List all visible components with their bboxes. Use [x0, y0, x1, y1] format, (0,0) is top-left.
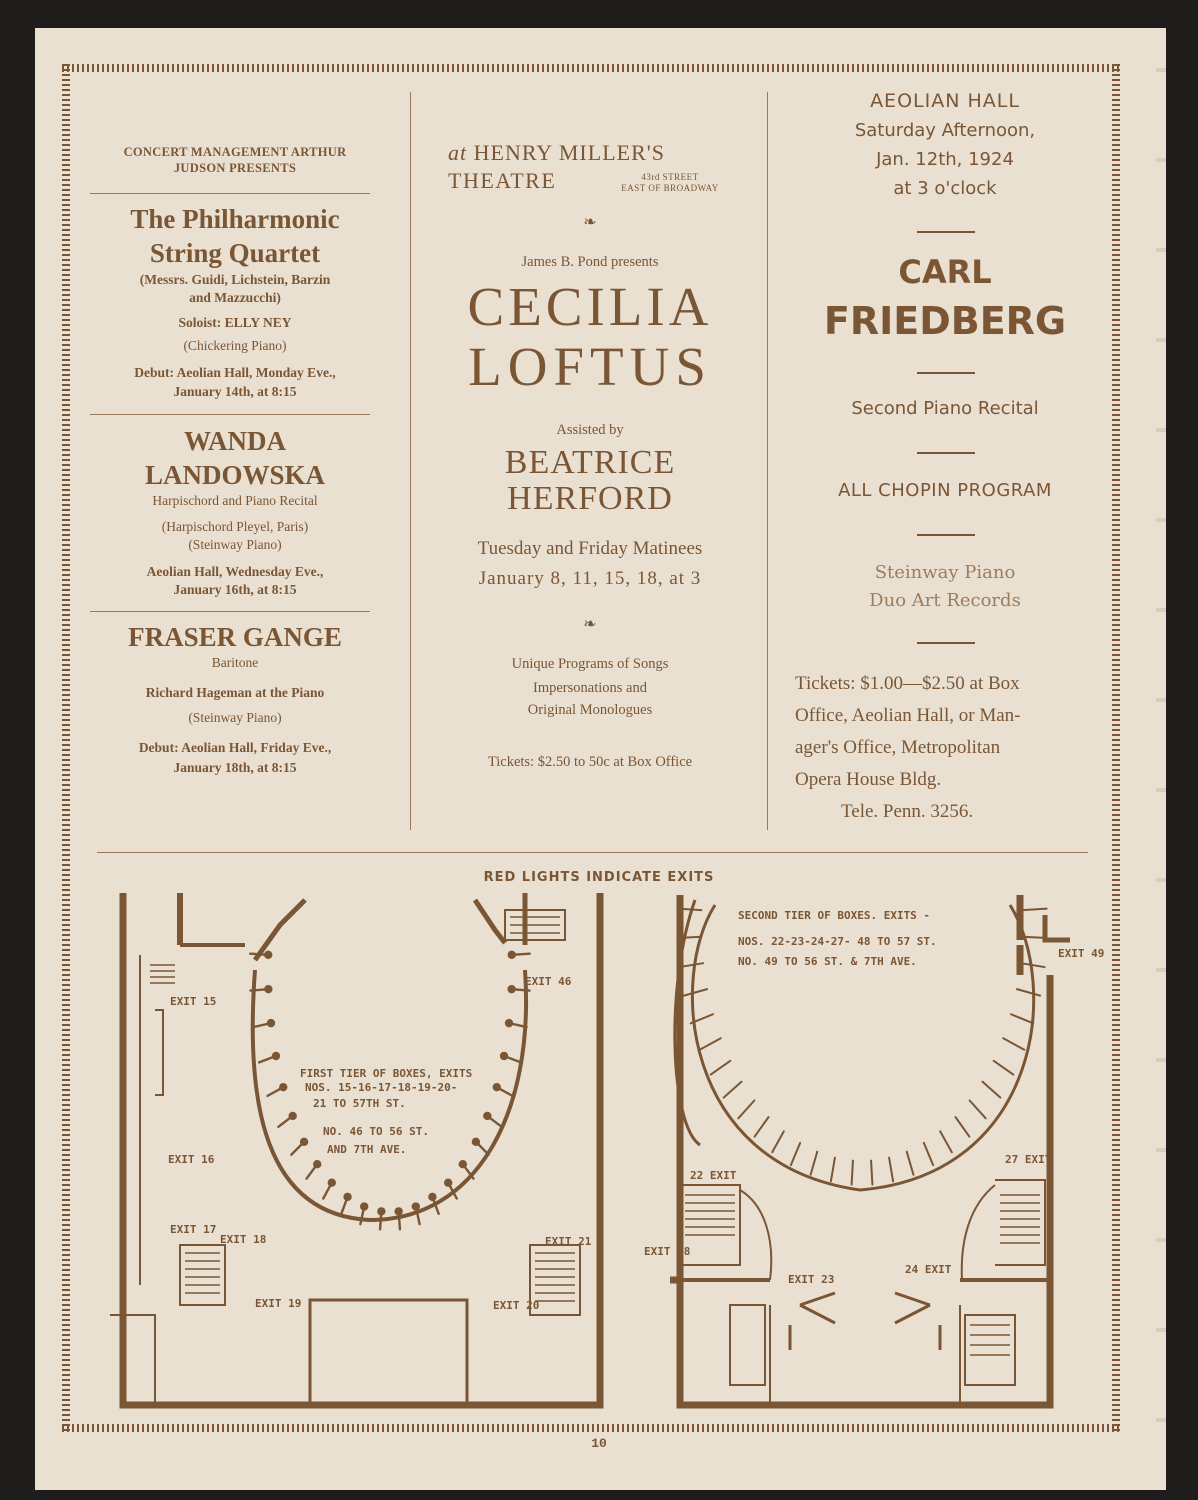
day: Saturday Afternoon,: [854, 120, 1036, 141]
box-partition: [772, 1131, 784, 1152]
presenter: James B. Pond presents: [521, 254, 659, 270]
box-partition: [970, 1100, 986, 1118]
event1-soloist: Soloist: ELLY NEY: [178, 315, 292, 330]
artist-line1: CARL: [898, 253, 992, 291]
piano: Steinway Piano: [874, 562, 1016, 583]
venue-line1: [448, 140, 665, 166]
recital: Second Piano Recital: [851, 398, 1039, 419]
torn-edge: [1156, 28, 1166, 1490]
seat-marker: [361, 1204, 367, 1210]
presenter-line2: JUDSON PRESENTS: [173, 161, 297, 175]
plan1-exit46: EXIT 46: [525, 975, 572, 988]
seat-marker: [329, 1180, 335, 1186]
divider: [90, 414, 370, 415]
box-partition: [791, 1143, 800, 1165]
plan1-title-line2: NOS. 15-16-17-18-19-20-: [305, 1081, 458, 1094]
box-partition: [700, 1038, 721, 1050]
date: Jan. 12th, 1924: [876, 149, 1014, 170]
tickets-line2: Office, Aeolian Hall, or Man-: [795, 705, 1021, 726]
box-partition: [811, 1152, 818, 1175]
venue-name1: HENRY MILLER'S: [473, 140, 665, 165]
guest-line1: BEATRICE: [504, 444, 676, 481]
seat-marker: [506, 1020, 512, 1026]
event3-subtitle: Baritone: [211, 655, 259, 670]
records: Duo Art Records: [869, 590, 1021, 611]
separator: [917, 372, 975, 374]
address-line2: EAST OF BROADWAY: [621, 183, 719, 193]
seat-marker: [265, 986, 271, 992]
guest-line2: HERFORD: [507, 480, 673, 517]
border-right: [1112, 64, 1120, 1432]
event2-instrument2: (Steinway Piano): [188, 537, 282, 552]
plan1-title-line5: AND 7TH AVE.: [327, 1143, 407, 1156]
event2-title-line2: LANDOWSKA: [144, 460, 326, 490]
schedule-line1: Tuesday and Friday Matinees: [477, 538, 703, 559]
box-partition: [738, 1100, 754, 1118]
venue: AEOLIAN HALL: [870, 90, 1020, 112]
time: at 3 o'clock: [893, 178, 997, 199]
border-top: [62, 64, 1120, 72]
seat-marker: [265, 952, 271, 958]
event2-date-line1: Aeolian Hall, Wednesday Eve.,: [146, 564, 324, 579]
desc-line2: Impersonations and: [533, 680, 647, 696]
plan2-exit27: 27 EXIT: [1005, 1153, 1052, 1166]
box-partition: [994, 1061, 1014, 1075]
separator: [917, 534, 975, 536]
tickets-block: [795, 668, 1095, 828]
border-left: [62, 64, 70, 1432]
ornament-icon: ❧: [583, 616, 597, 633]
plan1-title-line1: FIRST TIER OF BOXES, EXITS: [300, 1067, 473, 1080]
event2-title-line1: WANDA: [183, 426, 286, 456]
box-partition: [924, 1143, 933, 1165]
plan1-exit21: EXIT 21: [545, 1235, 592, 1248]
plan2-exit48: EXIT 48: [644, 1245, 691, 1258]
venue-name2: THEATRE: [448, 168, 557, 193]
plan2-exit23: EXIT 23: [788, 1273, 835, 1286]
seat-marker: [509, 952, 515, 958]
event1-date-line2: January 14th, at 8:15: [173, 384, 297, 399]
separator: [917, 231, 975, 233]
plan1-exit15: EXIT 15: [170, 995, 217, 1008]
box-partition: [677, 937, 701, 938]
floor-plan-first-tier: [95, 885, 615, 1410]
seat-marker: [378, 1208, 384, 1214]
floorplan-heading: RED LIGHTS INDICATE EXITS: [483, 870, 715, 885]
event3-title: FRASER GANGE: [128, 622, 342, 652]
event1-date-line1: Debut: Aeolian Hall, Monday Eve.,: [134, 365, 336, 380]
seat-marker: [280, 1084, 286, 1090]
star-line2: LOFTUS: [468, 336, 712, 397]
plan2-title-line1: SECOND TIER OF BOXES. EXITS -: [738, 909, 931, 922]
box-partition: [1011, 1014, 1033, 1023]
box-partition: [711, 1061, 731, 1075]
seat-marker: [273, 1053, 279, 1059]
separator: [917, 452, 975, 454]
tickets-line4: Opera House Bldg.: [795, 769, 942, 790]
program: ALL CHOPIN PROGRAM: [838, 480, 1052, 501]
seat-marker: [290, 1113, 296, 1119]
schedule-line2: January 8, 11, 15, 18, at 3: [478, 568, 702, 589]
plan2-title-line2: NOS. 22-23-24-27- 48 TO 57 ST.: [738, 935, 937, 948]
plan1-title-line3: 21 TO 57TH ST.: [313, 1097, 406, 1110]
plan1-exit20: EXIT 20: [493, 1299, 540, 1312]
event1-members-line1: (Messrs. Guidi, Lichstein, Barzin: [139, 272, 331, 287]
plan1-title-line4: NO. 46 TO 56 ST.: [323, 1125, 429, 1138]
seat-marker: [460, 1161, 466, 1167]
box-partition: [1003, 1038, 1024, 1050]
box-partition: [684, 989, 707, 996]
center-tickets: Tickets: $2.50 to 50c at Box Office: [487, 754, 693, 770]
left-column: [95, 143, 375, 803]
seat-marker: [473, 1139, 479, 1145]
plan2-exit49: EXIT 49: [1058, 947, 1105, 960]
page-number: 10: [591, 1436, 607, 1451]
box-partition: [982, 1082, 1000, 1098]
box-partition: [724, 1082, 742, 1098]
box-partition: [852, 1161, 853, 1185]
event2-date-line2: January 16th, at 8:15: [173, 582, 297, 597]
event1-title-line2: String Quartet: [149, 238, 321, 268]
venue-at: at: [448, 140, 468, 165]
plan1-exit19: EXIT 19: [255, 1297, 302, 1310]
tickets-line1: Tickets: $1.00—$2.50 at Box: [795, 673, 1020, 694]
assisted-by: Assisted by: [556, 422, 624, 438]
box-partition: [889, 1158, 893, 1182]
venue-address: [610, 172, 730, 194]
seat-marker: [494, 1084, 500, 1090]
box-partition: [831, 1158, 835, 1182]
address-line1: 43rd STREET: [641, 172, 699, 182]
ornament-icon: ❧: [583, 214, 597, 231]
box-partition: [1017, 989, 1040, 996]
section-divider: [97, 852, 1088, 853]
box-partition: [1023, 909, 1047, 911]
phone: Tele. Penn. 3256.: [841, 801, 974, 822]
desc-line3: Original Monologues: [527, 702, 653, 718]
seat-marker: [301, 1139, 307, 1145]
event3-date-line2: January 18th, at 8:15: [173, 760, 297, 775]
event3-date-line1: Debut: Aeolian Hall, Friday Eve.,: [138, 740, 332, 755]
desc-line1: Unique Programs of Songs: [511, 656, 669, 672]
column-divider-right: [767, 92, 768, 830]
plan2-exit22: 22 EXIT: [690, 1169, 737, 1182]
plan1-exit17: EXIT 17: [170, 1223, 217, 1236]
box-partition: [1023, 937, 1047, 938]
center-column: [420, 140, 760, 800]
event2-subtitle: Harpischord and Piano Recital: [152, 493, 318, 508]
seat-marker: [501, 1053, 507, 1059]
seat-marker: [445, 1180, 451, 1186]
separator: [917, 642, 975, 644]
presenter-line1: CONCERT MANAGEMENT ARTHUR: [123, 145, 347, 159]
seat-marker: [509, 986, 515, 992]
tickets-line3: ager's Office, Metropolitan: [795, 737, 1001, 758]
event3-accompanist: Richard Hageman at the Piano: [145, 685, 325, 700]
seat-marker: [268, 1020, 274, 1026]
star-line1: CECILIA: [467, 276, 713, 337]
column-divider-left: [410, 92, 411, 830]
divider: [90, 193, 370, 194]
divider: [90, 611, 370, 612]
border-bottom: [62, 1424, 1120, 1432]
seat-marker: [484, 1113, 490, 1119]
box-partition: [871, 1161, 872, 1185]
plan1-exit16: EXIT 16: [168, 1153, 215, 1166]
seat-marker: [345, 1194, 351, 1200]
plan1-exit18: EXIT 18: [220, 1233, 267, 1246]
box-partition: [940, 1131, 952, 1152]
event3-piano: (Steinway Piano): [188, 710, 282, 725]
seat-marker: [314, 1161, 320, 1167]
plan2-exit24: 24 EXIT: [905, 1263, 952, 1276]
box-partition: [956, 1117, 970, 1137]
right-column: [785, 88, 1105, 828]
event2-instrument1: (Harpischord Pleyel, Paris): [161, 519, 309, 534]
floor-plan-second-tier: [640, 885, 1110, 1410]
event1-title-line1: The Philharmonic: [130, 204, 340, 234]
event1-members-line2: and Mazzucchi): [189, 290, 281, 305]
seat-marker: [413, 1204, 419, 1210]
event1-piano: (Chickering Piano): [183, 338, 287, 353]
plan2-title-line3: NO. 49 TO 56 ST. & 7TH AVE.: [738, 955, 917, 968]
box-partition: [755, 1117, 769, 1137]
seat-marker: [396, 1208, 402, 1214]
seat-marker: [429, 1194, 435, 1200]
artist-line2: FRIEDBERG: [823, 299, 1067, 343]
box-partition: [907, 1152, 914, 1175]
